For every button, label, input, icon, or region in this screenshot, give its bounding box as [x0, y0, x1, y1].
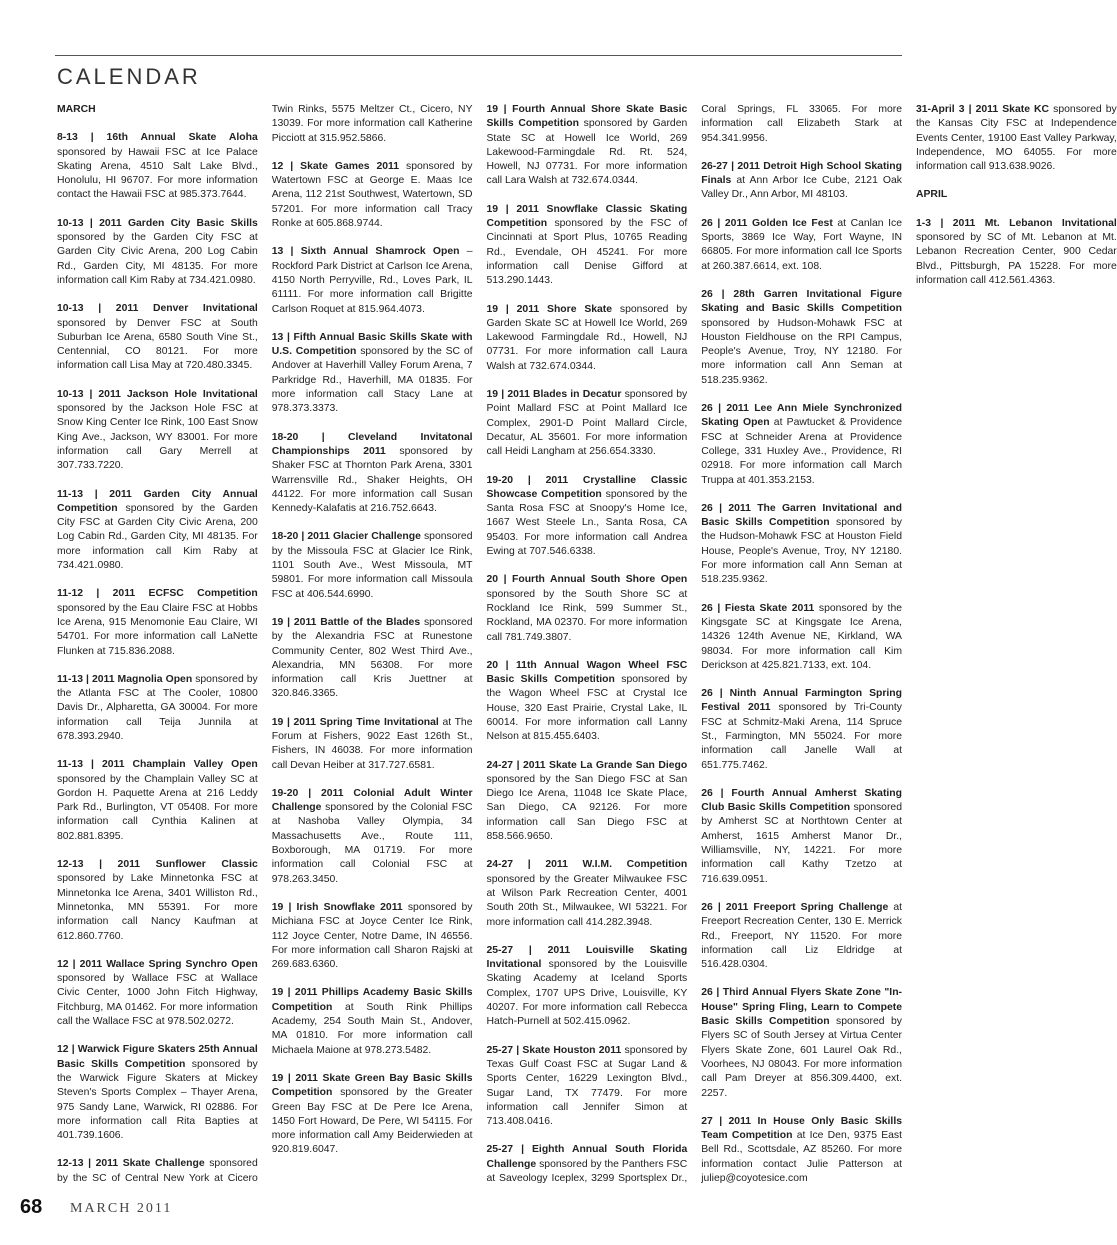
event-details: sponsored by Tri-County FSC at Schmitz-Maki Arena, 114 Spruce St., Farmington, MN 55024. For more information call Janelle Wall at 651.775.7462.: [701, 702, 902, 771]
event-title: 19 | 2011 Shore Skate: [486, 303, 613, 315]
event-details: at The Forum at Fishers, 9022 East 126th St., Fishers, IN 46038. For more information call Devan Heiber at 317.727.6581.: [271, 716, 473, 771]
calendar-entry: [487, 388, 688, 459]
calendar-entry: [57, 673, 258, 744]
event-title: 19 | 2011 Skate Green Bay Basic Skills Competition: [271, 1072, 473, 1099]
event-details: sponsored by the Atlanta FSC at The Cooler, 10800 Davis Dr., Alpharetta, GA 30004. For more information call Teija Junnila at 678.393.2940.: [57, 673, 258, 742]
calendar-entry: [57, 858, 258, 944]
event-details: – Rockford Park District at Carlson Ice Arena, 4150 North Perryville, Rd., Loves Park, IL 61111. For more information call Brigitte Carlson Roquet at 815.964.4073.: [271, 246, 473, 315]
event-title: 26 | Third Annual Flyers Skate Zone "In-House" Spring Fling, Learn to Compete Basic Skills Competition: [701, 987, 902, 1028]
calendar-entry: [701, 160, 902, 203]
calendar-columns: [57, 103, 1117, 1193]
event-title: 25-27 | 2011 Louisville Skating Invitational: [486, 944, 688, 971]
event-details: sponsored by Wallace FSC at Wallace Civic Center, 1000 John Fitch Highway, Fitchburg, MA 01462. For more information call the Wallace FSC at 978.502.0272.: [57, 973, 258, 1028]
calendar-entry: [487, 944, 688, 1030]
event-details: sponsored by the Kingsgate SC at Kingsgate Ice Arena, 14326 124th Avenue NE, Kirkland, WA 98034. For more information call Kim Derickson at 425.821.7133, ext. 104.: [701, 602, 902, 671]
event-details: sponsored by the FSC of Cincinnati at Sport Plus, 10765 Reading Rd., Evendale, OH 45241. For more information call Denise Gifford at 513.290.1443.: [486, 218, 688, 287]
event-details: sponsored by Texas Gulf Coast FSC at Sugar Land & Sports Center, 16229 Lexington Blvd., Sugar Land, TX 77479. For more information call Jennifer Simon at 713.408.0416.: [486, 1044, 688, 1128]
event-title: 19 | 2011 Blades in Decatur: [486, 389, 622, 401]
event-title: 11-13 | 2011 Magnolia Open: [57, 673, 193, 685]
calendar-entry: [272, 787, 473, 887]
event-details: sponsored by the Wagon Wheel FSC at Crystal Ice House, 320 East Prairie, Crystal Lake, IL 60014. For more information call Lanny Nelson at 815.455.6403.: [486, 674, 688, 743]
event-details: sponsored by Michiana FSC at Joyce Center Ice Rink, 112 Joyce Center, Notre Dame, IN 46556. For more information call Sharon Rajski at 269.683.6360.: [271, 901, 473, 971]
header-rule: [55, 55, 902, 56]
event-title: 12-13 | 2011 Skate Challenge: [57, 1158, 205, 1170]
event-title: 19 | 2011 Battle of the Blades: [271, 616, 421, 628]
calendar-entry: [57, 131, 258, 202]
calendar-entry: [272, 431, 473, 517]
event-details: sponsored by Hudson-Mohawk FSC at Houston Fieldhouse on the RPI Campus, People's Avenue, Troy, NY 12180. For more information call Ann Seman at 518.235.9362.: [701, 317, 902, 386]
calendar-entry: [272, 1072, 473, 1158]
event-title: 26 | 2011 Golden Ice Fest: [701, 217, 833, 229]
calendar-entry: [916, 103, 1117, 174]
month-heading: APRIL: [916, 189, 948, 201]
event-details: sponsored by the Hudson-Mohawk FSC at Houston Field House, People's Avenue, Troy, NY 12180. For more information call Ann Seman at 518.235.9362.: [701, 517, 902, 586]
event-details: at Pawtucket & Providence FSC at Schneider Arena at Providence College, 331 Huxley Ave., Providence, RI 02918. For more information call March Truppa at 401.353.2153.: [701, 417, 902, 486]
event-title: 12-13 | 2011 Sunflower Classic: [57, 859, 258, 871]
event-details: sponsored by the San Diego FSC at San Diego Ice Arena, 11048 Ice Skate Place, San Diego, CA 92126. For more information call San Diego FSC at 858.566.9650.: [486, 773, 688, 843]
event-details: sponsored by SC of Mt. Lebanon at Mt. Lebanon Recreation Center, 900 Cedar Blvd., Pittsburgh, PA 15228. For more information call 412.561.4363.: [916, 232, 1117, 286]
event-details: sponsored by the South Shore SC at Rockland Ice Rink, 599 Summer St., Rockland, MA 02370. For more information call 781.749.3807.: [486, 588, 688, 643]
event-details: sponsored by the SC of Central New York at Cicero Twin Rinks, 5575 Meltzer Ct., Cicero, NY 13039. For more information call Katherine Picciott at 315.952.5866.: [57, 104, 473, 1184]
event-title: 10-13 | 2011 Denver Invitational: [57, 303, 258, 315]
event-title: 13 | Sixth Annual Shamrock Open: [271, 246, 460, 258]
event-title: 26 | Ninth Annual Farmington Spring Festival 2011: [701, 688, 902, 714]
event-title: 24-27 | 2011 Skate La Grande San Diego: [486, 759, 688, 771]
event-details: at Ann Arbor Ice Cube, 2121 Oak Valley Dr., Ann Arbor, MI 48103.: [701, 175, 902, 201]
event-title: 18-20 | 2011 Glacier Challenge: [271, 531, 421, 543]
calendar-entry: [701, 602, 902, 673]
event-title: 27 | 2011 In House Only Basic Skills Team Competition: [701, 1115, 902, 1142]
event-details: sponsored by the Colonial FSC at Nashoba Valley Olympia, 34 Massachusetts Ave., Route 111, Boxborough, MA 01719. For more information call Colonial FSC at 978.263.3450.: [271, 802, 473, 885]
month-heading: MARCH: [57, 104, 96, 115]
event-title: 12 | Warwick Figure Skaters 25th Annual Basic Skills Competition: [57, 1044, 258, 1070]
calendar-entry: [272, 716, 473, 773]
event-details: sponsored by Shaker FSC at Thornton Park Arena, 3301 Warrensville Rd., Shaker Heights, OH 44122. For more information call Susan Kennedy-Kalafatis at 216.752.6643.: [271, 445, 473, 515]
event-title: 19 | 2011 Phillips Academy Basic Skills Competition: [271, 987, 473, 1013]
event-details: at South Rink Phillips Academy, 254 South Main St., Andover, MA 01810. For more information call Michaela Maione at 978.273.5482.: [271, 1001, 473, 1056]
calendar-entry: [272, 331, 473, 417]
calendar-entry: [272, 160, 473, 231]
event-details: sponsored by the Panthers FSC at Saveology Iceplex, 3299 Sportsplex Dr., Coral Springs, FL 33065. For more information call Elizabeth Stark at 954.341.9956.: [486, 104, 902, 1184]
calendar-entry: [272, 530, 473, 601]
event-details: sponsored by the Greater Milwaukee FSC at Wilson Park Recreation Center, 4001 South 20th St., Milwaukee, WI 53221. For more information call 414.282.3948.: [486, 873, 688, 928]
event-details: at Canlan Ice Sports, 3869 Ice Way, Fort Wayne, IN 66805. For more information call Ice Sports at 260.387.6614, ext. 108.: [701, 217, 902, 272]
event-title: 19 | Irish Snowflake 2011: [271, 901, 403, 913]
event-title: 19 | 2011 Snowflake Classic Skating Competition: [486, 203, 688, 230]
calendar-entry: [701, 402, 902, 488]
event-title: 1-3 | 2011 Mt. Lebanon Invitational: [916, 217, 1117, 229]
calendar-entry: [57, 388, 258, 474]
calendar-entry: [487, 659, 688, 745]
calendar-entry: [701, 687, 902, 773]
event-title: 26 | 28th Garren Invitational Figure Skating and Basic Skills Competition: [701, 288, 902, 315]
event-title: 26 | Fiesta Skate 2011: [701, 602, 815, 614]
calendar-entry: [701, 787, 902, 887]
event-title: 26 | Fourth Annual Amherst Skating Club Basic Skills Competition: [701, 787, 902, 814]
calendar-entry: [57, 217, 258, 288]
event-details: sponsored by the SC of Andover at Haverhill Valley Forum Arena, 7 Parkridge Rd., Haverhill, MA 01835. For more information call Stacy Lane at 978.373.3373.: [271, 346, 473, 415]
calendar-entry: [701, 901, 902, 972]
page-title: CALENDAR: [57, 64, 201, 89]
event-details: sponsored by Hawaii FSC at Ice Palace Skating Arena, 4510 Salt Lake Blvd., Honolulu, HI 96707. For more information contact the Hawaii FSC at 985.373.7644.: [57, 146, 258, 201]
event-title: 26 | 2011 Freeport Spring Challenge: [701, 901, 889, 913]
event-details: sponsored by Lake Minnetonka FSC at Minnetonka Ice Arena, 3401 Williston Rd., Minnetonka, MN 55391. For more information call Nancy Kaufman at 612.860.7760.: [57, 873, 258, 942]
calendar-entry: [487, 474, 688, 560]
calendar-entry: [487, 858, 688, 929]
event-title: 10-13 | 2011 Jackson Hole Invitational: [57, 388, 258, 400]
event-details: sponsored by the Eau Claire FSC at Hobbs Ice Arena, 915 Menomonie Eau Claire, WI 54701. For more information call LaNette Flunken at 715.836.2088.: [57, 602, 258, 657]
event-title: 13 | Fifth Annual Basic Skills Skate with U.S. Competition: [271, 331, 473, 358]
event-details: sponsored by the Warwick Figure Skaters at Mickey Steven's Sports Complex – Thayer Arena, 975 Sandy Lane, Warwick, RI 02886. For more information call Rita Bapties at 401.739.1606.: [57, 1058, 258, 1142]
calendar-entry: [272, 901, 473, 972]
event-title: 31-April 3 | 2011 Skate KC: [916, 104, 1050, 115]
event-details: sponsored by the Santa Rosa FSC at Snoopy's Home Ice, 1667 West Steele Ln., Santa Rosa, CA 95403. For more information call Andrea Ewing at 707.546.6338.: [486, 488, 688, 558]
calendar-entry: [701, 502, 902, 588]
event-title: 19-20 | 2011 Colonial Adult Winter Challenge: [271, 787, 473, 814]
issue-date: MARCH 2011: [70, 1201, 173, 1216]
event-details: sponsored by Point Mallard FSC at Point Mallard Ice Complex, 2901-D Point Mallard Circle, Decatur, AL 35601. For more information call Heidi Langham at 256.654.3330.: [486, 389, 688, 458]
event-details: sponsored by the Louisville Skating Academy at Iceland Sports Complex, 1707 UPS Drive, Louisville, KY 40207. For more information call Rebecca Hatch-Purnell at 502.415.0962.: [486, 959, 688, 1028]
event-title: 11-13 | 2011 Champlain Valley Open: [57, 759, 258, 771]
calendar-entry: [57, 1043, 258, 1143]
event-title: 26-27 | 2011 Detroit High School Skating Finals: [701, 160, 902, 187]
calendar-entry: [57, 587, 258, 658]
calendar-entry: [916, 217, 1117, 288]
calendar-entry: [57, 958, 258, 1029]
event-title: 11-12 | 2011 ECFSC Competition: [57, 588, 258, 600]
event-details: sponsored by the Garden City FSC at Garden City Civic Arena, 200 Log Cabin Rd., Garden City, MI 48135. For more information call Kim Raby at 734.421.0980.: [57, 502, 258, 572]
event-title: 19 | 2011 Spring Time Invitational: [271, 716, 439, 728]
event-details: sponsored by the Champlain Valley SC at Gordon H. Paquette Arena at 216 Leddy Park Rd., Burlington, VT 05408. For more information call Cynthia Kalinen at 802.881.8395.: [57, 773, 258, 842]
event-details: sponsored by Amherst SC at Northtown Center at Amherst, 1615 Amherst Manor Dr., Williamsville, NY, 14221. For more information call Kathy Tzetzo at 716.639.0951.: [701, 802, 902, 885]
event-details: sponsored by Garden State SC at Howell Ice World, 269 Lakewood-Farmingdale Rd. Rt. 524, Howell, NJ 07731. For more information call Lara Walsh at 732.674.0344.: [486, 118, 688, 187]
calendar-entry: [272, 245, 473, 316]
event-details: sponsored by the Jackson Hole FSC at Snow King Center Ice Rink, 100 East Snow King Ave., Jackson, WY 83001. For more information call Gary Merrell at 307.733.7220.: [57, 403, 258, 472]
event-title: 19-20 | 2011 Crystalline Classic Showcase Competition: [486, 474, 688, 500]
event-title: 19 | Fourth Annual Shore Skate Basic Skills Competition: [486, 104, 688, 130]
event-details: sponsored by Watertown FSC at George E. Maas Ice Arena, 112 21st Southwest, Watertown, SD 57201. For more information call Tracy Ronke at 605.868.9744.: [271, 160, 473, 230]
calendar-entry: [272, 616, 473, 702]
calendar-entry: [487, 759, 688, 845]
event-title: 26 | 2011 Lee Ann Miele Synchronized Skating Open: [701, 403, 902, 429]
calendar-entry: [487, 573, 688, 644]
event-details: sponsored by Garden Skate SC at Howell Ice World, 269 Lakewood Farmingdale Rd., Howell, NJ 07731. For more information call Laura Walsh at 732.674.0344.: [486, 303, 688, 372]
calendar-entry: [487, 1044, 688, 1130]
event-details: at Ice Den, 9375 East Bell Rd., Scottsdale, AZ 85260. For more information contact Julie Patterson at juliep@coyotesice.com: [701, 1130, 902, 1184]
event-details: at Freeport Recreation Center, 130 E. Merrick Rd., Freeport, NY 11520. For more information call Liz Eldridge at 516.428.0304.: [701, 901, 902, 971]
calendar-entry: [701, 217, 902, 274]
calendar-entry: [701, 288, 902, 388]
calendar-entry: [57, 302, 258, 373]
event-title: 24-27 | 2011 W.I.M. Competition: [486, 859, 688, 871]
event-title: 25-27 | Skate Houston 2011: [486, 1044, 622, 1056]
calendar-entry: [57, 488, 258, 574]
event-title: 11-13 | 2011 Garden City Annual Competition: [57, 488, 258, 514]
calendar-entry: [487, 203, 688, 289]
event-details: sponsored by the Alexandria FSC at Runestone Community Center, 802 West Third Ave., Alexandria, MN 56308. For more information call Kris Juettner at 320.846.3365.: [271, 616, 473, 700]
event-title: 12 | Skate Games 2011: [271, 160, 400, 172]
calendar-entry: [57, 758, 258, 844]
page-number: 68: [20, 1196, 43, 1218]
calendar-entry: [701, 1115, 902, 1186]
event-title: 18-20 | Cleveland Invitatonal Championships 2011: [271, 431, 473, 457]
event-title: 25-27 | Eighth Annual South Florida Challenge: [486, 1144, 688, 1170]
event-title: 20 | Fourth Annual South Shore Open: [486, 574, 688, 586]
event-details: sponsored by Flyers SC of South Jersey at Virtua Center Flyers Skate Zone, 601 Laurel Oak Rd., Voorhees, NJ 08043. For more information call Pam Dreyer at 856.309.4400, ext. 2257.: [701, 1016, 902, 1099]
event-title: 10-13 | 2011 Garden City Basic Skills: [57, 217, 258, 229]
event-details: sponsored by the Garden City FSC at Garden City Civic Arena, 200 Log Cabin Rd., Garden City, MI 48135. For more information call Kim Raby at 734.421.0980.: [57, 232, 258, 286]
event-title: 12 | 2011 Wallace Spring Synchro Open: [57, 958, 258, 970]
event-details: sponsored by the Missoula FSC at Glacier Ice Rink, 1101 South Ave., West Missoula, MT 59801. For more information call Missoula FSC at 406.544.6990.: [271, 531, 473, 600]
event-details: sponsored by the Kansas City FSC at Independence Events Center, 19100 East Valley Parkway, Independence, MO 64055. For more information call 913.638.9026.: [916, 104, 1117, 173]
event-title: 20 | 11th Annual Wagon Wheel FSC Basic Skills Competition: [486, 659, 688, 686]
event-details: sponsored by Denver FSC at South Suburban Ice Arena, 6580 South Vine St., Centennial, CO 80121. For more information call Lisa May at 720.480.3345.: [57, 317, 258, 372]
calendar-entry: [487, 303, 688, 374]
calendar-entry: [272, 986, 473, 1057]
event-title: 26 | 2011 The Garren Invitational and Basic Skills Competition: [701, 502, 902, 529]
event-details: sponsored by the Greater Green Bay FSC at De Pere Ice Arena, 1450 Fort Howard, De Pere, WI 54115. For more information call Amy Beiderwieden at 920.819.6047.: [271, 1087, 473, 1156]
event-title: 8-13 | 16th Annual Skate Aloha: [57, 132, 258, 144]
calendar-entry: [701, 986, 902, 1100]
calendar-entry: [487, 103, 688, 189]
